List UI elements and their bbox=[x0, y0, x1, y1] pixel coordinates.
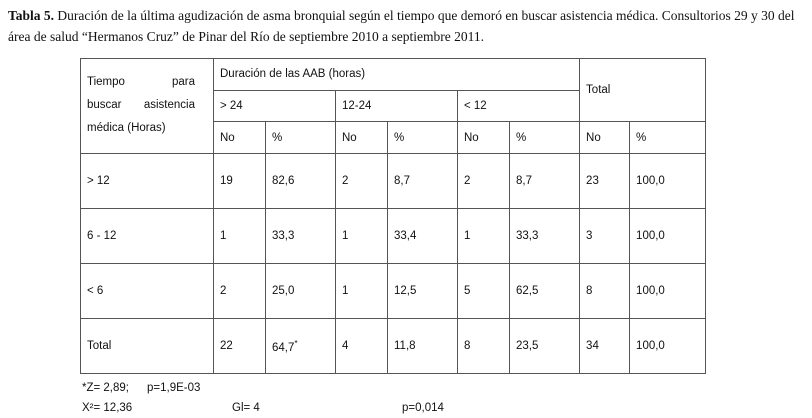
cell: 100,0 bbox=[630, 208, 706, 263]
asthma-duration-table bbox=[80, 58, 706, 374]
caption-label: Tabla 5. bbox=[8, 8, 55, 23]
table-container bbox=[80, 58, 705, 374]
group-label-under12: < 12 bbox=[458, 90, 580, 122]
row-label: < 6 bbox=[81, 263, 214, 318]
footnote-p-value-chi: p=0,014 bbox=[402, 401, 444, 414]
table-row bbox=[81, 263, 706, 318]
cell: 62,5 bbox=[510, 263, 580, 318]
footnote-marker: * bbox=[294, 337, 298, 348]
cell: 23,5 bbox=[510, 318, 580, 373]
cell: 8 bbox=[580, 263, 630, 318]
cell: 2 bbox=[214, 263, 266, 318]
cell: 4 bbox=[336, 318, 388, 373]
row-dimension-header bbox=[81, 58, 214, 153]
group-label-over24: > 24 bbox=[214, 90, 336, 122]
cell: 82,6 bbox=[266, 153, 336, 208]
row-dimension-header-line3: médica (Horas) bbox=[87, 122, 166, 135]
subheader-no-1: No bbox=[214, 122, 266, 154]
cell: 34 bbox=[580, 318, 630, 373]
row-label: Total bbox=[81, 318, 214, 373]
table-footnotes bbox=[82, 378, 804, 418]
subheader-pct-3: % bbox=[510, 122, 580, 154]
cell: 1 bbox=[458, 208, 510, 263]
cell: 8,7 bbox=[510, 153, 580, 208]
cell: 1 bbox=[214, 208, 266, 263]
table-row-total bbox=[81, 318, 706, 373]
subheader-no-3: No bbox=[458, 122, 510, 154]
cell: 2 bbox=[458, 153, 510, 208]
cell: 22 bbox=[214, 318, 266, 373]
cell-with-superscript bbox=[266, 318, 336, 373]
row-label: 6 - 12 bbox=[81, 208, 214, 263]
row-label: > 12 bbox=[81, 153, 214, 208]
subheader-pct-1: % bbox=[266, 122, 336, 154]
group-header-total: Total bbox=[580, 58, 706, 121]
cell: 33,3 bbox=[266, 208, 336, 263]
footnote-p-value-z: p=1,9E-03 bbox=[147, 381, 201, 394]
cell: 2 bbox=[336, 153, 388, 208]
cell: 8,7 bbox=[388, 153, 458, 208]
cell: 12,5 bbox=[388, 263, 458, 318]
table-caption bbox=[8, 6, 804, 48]
subheader-pct-2: % bbox=[388, 122, 458, 154]
table-row bbox=[81, 153, 706, 208]
cell: 1 bbox=[336, 208, 388, 263]
caption-text: Duración de la última agudización de asma bronquial según el tiempo que demoró en buscar asistencia médica. Consultorios 29 y 30 del área de salud “Hermanos Cruz” de Pinar del Río de septiembre 2010 a septiembre 2011. bbox=[8, 8, 795, 44]
footnote-chi-square: X²= 12,36 bbox=[82, 401, 133, 414]
cell: 11,8 bbox=[388, 318, 458, 373]
subheader-no-total: No bbox=[580, 122, 630, 154]
cell: 1 bbox=[336, 263, 388, 318]
row-dimension-header-line1: Tiempo para bbox=[87, 76, 195, 89]
subheader-pct-total: % bbox=[630, 122, 706, 154]
footnote-z-value: *Z= 2,89; bbox=[82, 381, 129, 394]
footnote-degrees-freedom: Gl= 4 bbox=[232, 401, 260, 414]
cell: 23 bbox=[580, 153, 630, 208]
cell: 100,0 bbox=[630, 153, 706, 208]
cell: 100,0 bbox=[630, 263, 706, 318]
cell: 5 bbox=[458, 263, 510, 318]
cell-value: 64,7 bbox=[272, 341, 295, 354]
header-row-groups bbox=[81, 58, 706, 90]
row-dimension-header-line2: buscar asistencia bbox=[87, 99, 195, 112]
cell: 8 bbox=[458, 318, 510, 373]
cell: 33,4 bbox=[388, 208, 458, 263]
cell: 19 bbox=[214, 153, 266, 208]
subheader-no-2: No bbox=[336, 122, 388, 154]
cell: 25,0 bbox=[266, 263, 336, 318]
cell: 100,0 bbox=[630, 318, 706, 373]
group-header-aab: Duración de las AAB (horas) bbox=[214, 58, 580, 90]
table-row bbox=[81, 208, 706, 263]
cell: 3 bbox=[580, 208, 630, 263]
cell: 33,3 bbox=[510, 208, 580, 263]
group-label-12-24: 12-24 bbox=[336, 90, 458, 122]
footnote-line-1 bbox=[82, 378, 804, 398]
